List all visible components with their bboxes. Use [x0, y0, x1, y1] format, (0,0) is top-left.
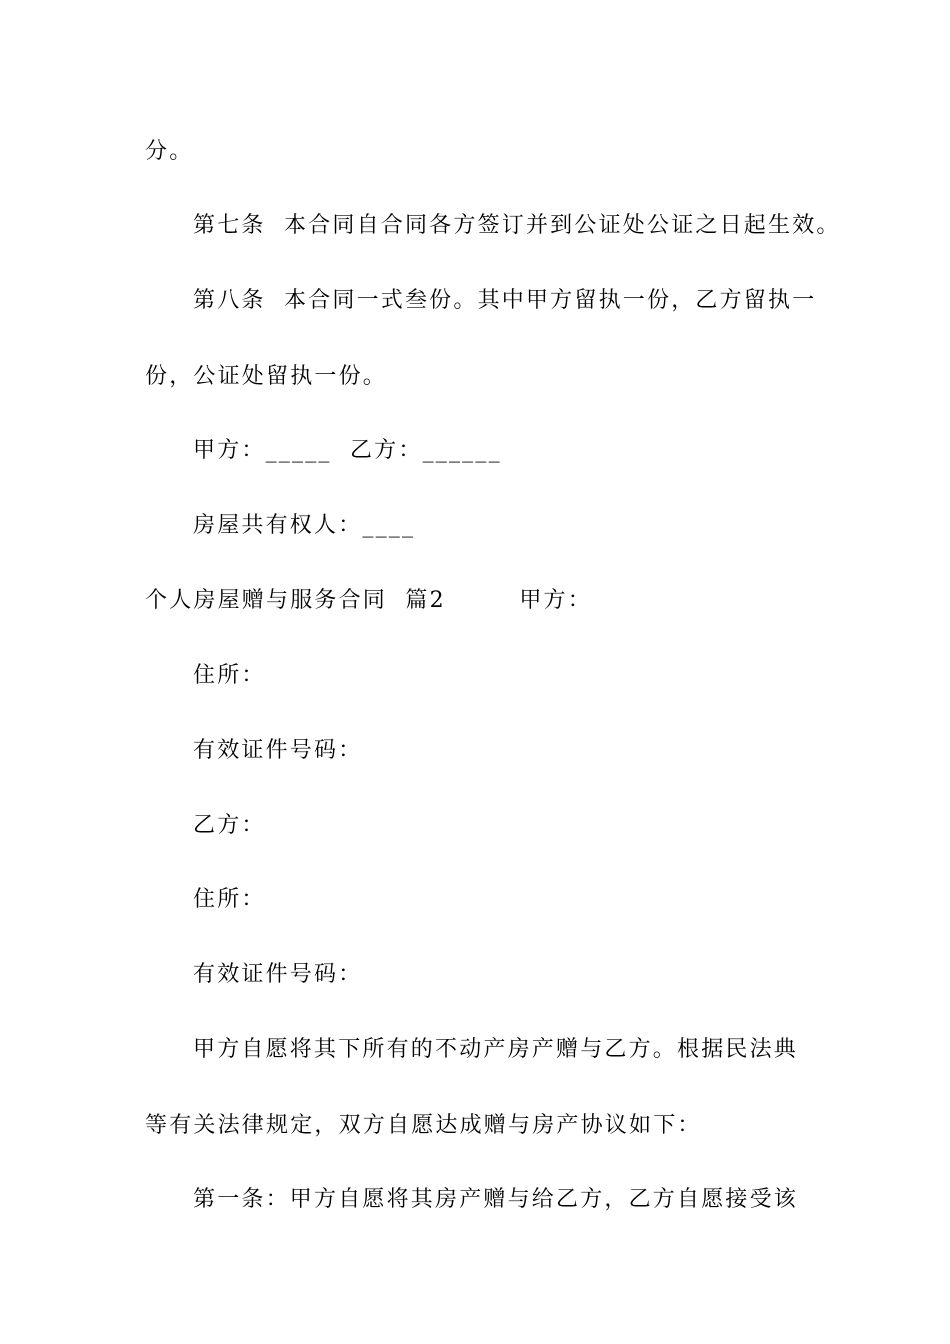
text-line-fragment: 分。 — [145, 139, 194, 164]
clause-7: 第七条 本合同自合同各方签订并到公证处公证之日起生效。 — [193, 213, 841, 238]
section-title: 个人房屋赠与服务合同 篇2 甲方： — [145, 588, 592, 613]
clause-8-continued: 份，公证处留执一份。 — [145, 364, 388, 389]
signature-line-parties: 甲方：_____ 乙方：______ — [193, 438, 502, 463]
clause-8: 第八条 本合同一式叁份。其中甲方留执一份，乙方留执一 — [193, 288, 817, 313]
party-b-id-number: 有效证件号码： — [193, 962, 363, 987]
clause-1: 第一条：甲方自愿将其房产赠与给乙方，乙方自愿接受该 — [193, 1187, 799, 1212]
party-b-address: 住所： — [193, 887, 266, 912]
party-a-address: 住所： — [193, 663, 266, 688]
signature-line-co-owner: 房屋共有权人：____ — [193, 513, 416, 538]
party-b-label: 乙方： — [193, 813, 266, 838]
preamble-paragraph-continued: 等有关法律规定，双方自愿达成赠与房产协议如下： — [145, 1113, 702, 1138]
preamble-paragraph: 甲方自愿将其下所有的不动产房产赠与乙方。根据民法典 — [193, 1037, 799, 1062]
party-a-id-number: 有效证件号码： — [193, 738, 363, 763]
